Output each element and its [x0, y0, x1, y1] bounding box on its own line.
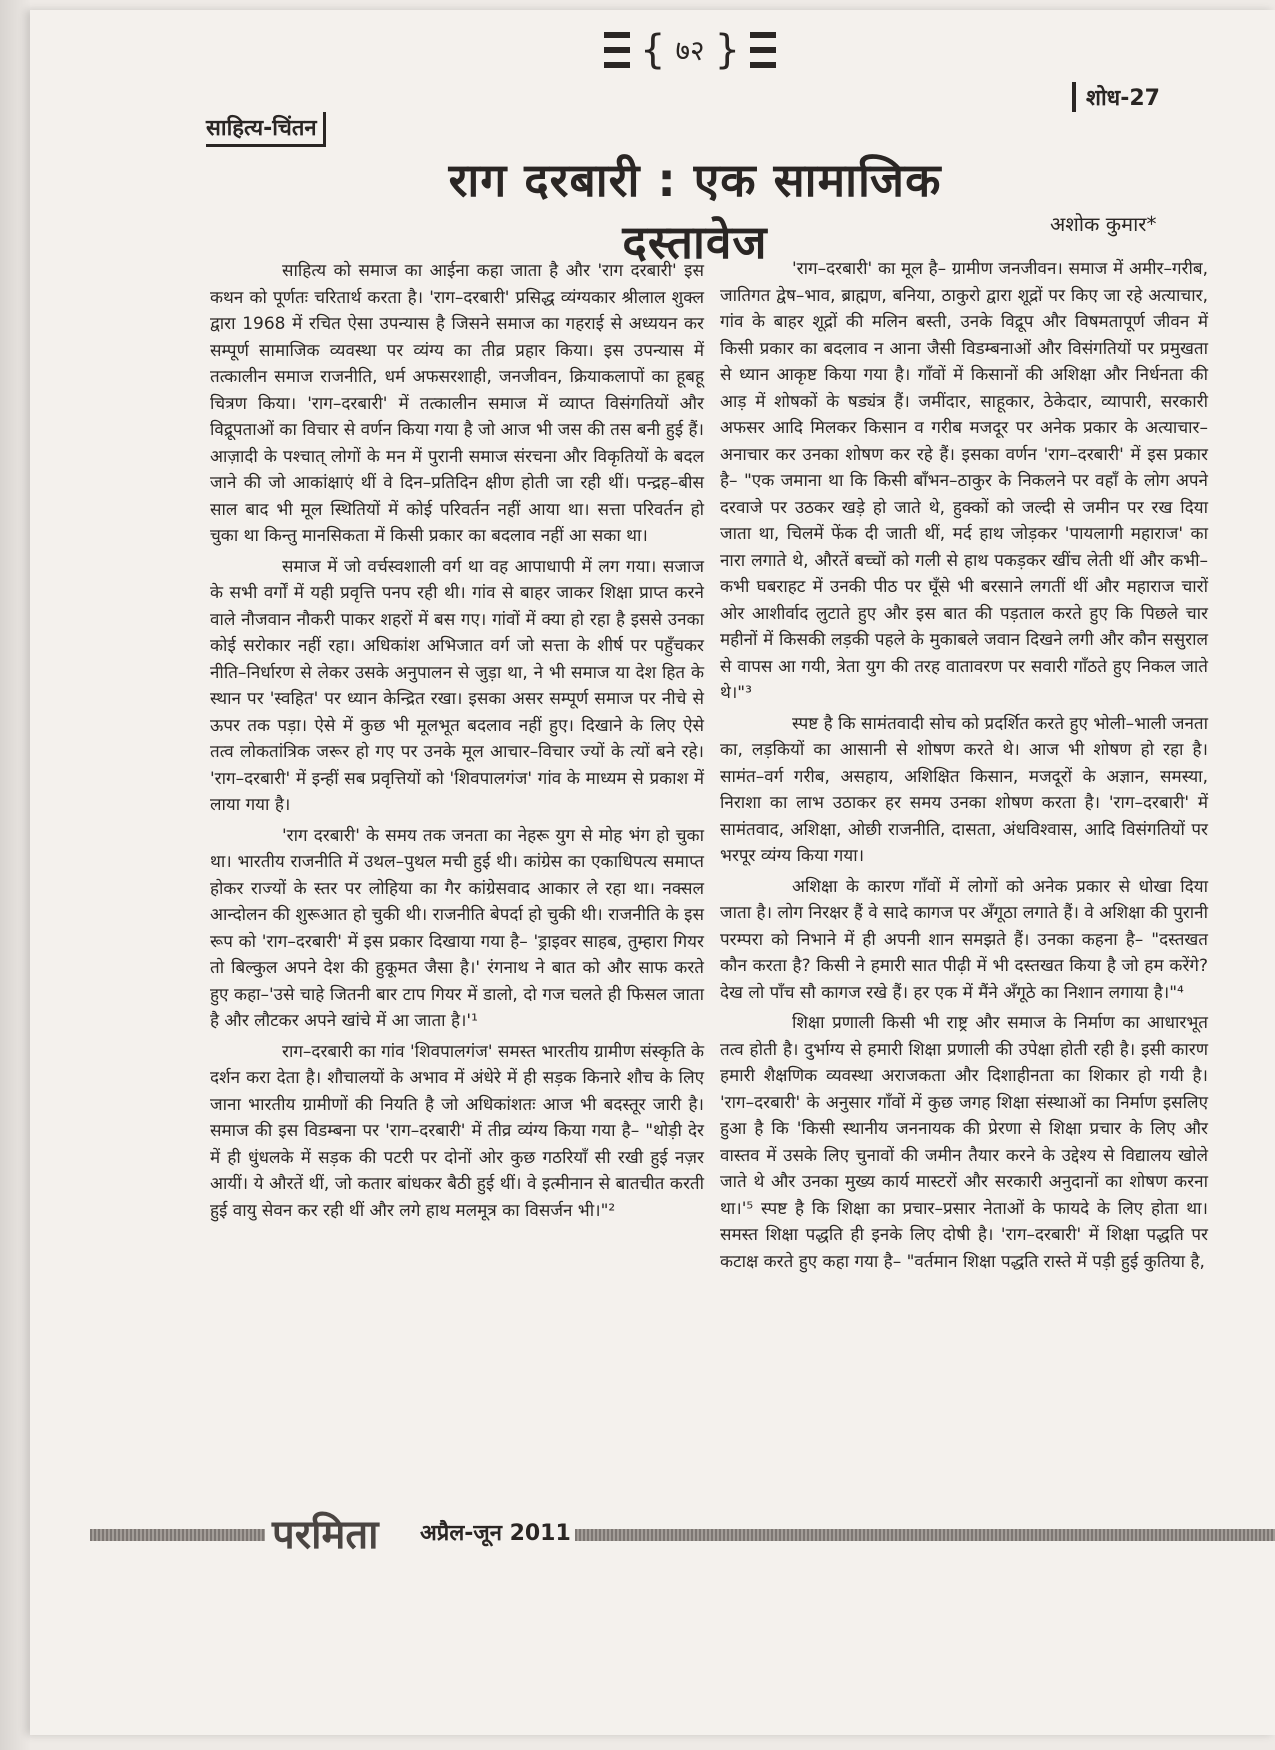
- paragraph: राग–दरबारी का गांव 'शिवपालगंज' समस्त भारतीय ग्रामीण संस्कृति के दर्शन करा देता है। शौचालयों के अभाव में अंधेरे में ही सड़क किनारे शौच के लिए जाना भारतीय ग्रामीणों की नियति है जो अधिकांशतः आज भी बदस्तूर जारी है। समाज की इस विडम्बना पर 'राग–दरबारी' में तीव्र व्यंग्य किया गया है– "थोड़ी देर में ही धुंधलके में सड़क की पटरी पर दोनों ओर कुछ गठरियाँ सी रखी हुई नज़र आयीं। ये औरतें थीं, जो कतार बांधकर बैठी हुई थीं। वे इत्मीनान से बातचीत करती हुई वायु सेवन कर रही थीं और लगे हाथ मलमूत्र का विसर्जन भी।"²: [210, 1041, 704, 1221]
- left-column: [210, 258, 704, 1228]
- magazine-name: परमिता: [272, 1512, 379, 1558]
- page-number-ornament: [610, 20, 770, 80]
- paragraph: समाज में जो वर्चस्वशाली वर्ग था वह आपाधापी में लग गया। सजाज के सभी वर्गों में यही प्रवृत्ति पनप रही थी। गांव से बाहर जाकर शिक्षा प्राप्त करने वाले नौजवान नौकरी पाकर शहरों में बस गए। गांवों में क्या हो रहा है इससे उनका कोई सरोकार नहीं रहा। अधिकांश अभिजात वर्ग जो सत्ता के शीर्ष पर पहुँचकर नीति–निर्धारण से लेकर उसके अनुपालन से जुड़ा था, ने भी समाज या देश हित के स्थान पर 'स्वहित' पर ध्यान केन्द्रित रखा। इसका असर सम्पूर्ण समाज पर नीचे से ऊपर तक पड़ा। ऐसे में कुछ भी मूलभूत बदलाव नहीं हुए। दिखाने के लिए ऐसे तत्व लोकतांत्रिक जरूर हो गए पर उनके मूल आचार–विचार ज्यों के त्यों बने रहे। 'राग–दरबारी' में इन्हीं सब प्रवृत्तियों को 'शिवपालगंज' गांव के माध्यम से प्रकाश में लाया गया है।: [210, 556, 704, 815]
- footer-strip-left: [90, 1529, 265, 1541]
- issue-date: अप्रैल-जून 2011: [420, 1521, 571, 1546]
- paragraph: शिक्षा प्रणाली किसी भी राष्ट्र और समाज के निर्माण का आधारभूत तत्व होती है। दुर्भाग्य से हमारी शिक्षा प्रणाली की उपेक्षा होती रही है। इसी कारण हमारी शैक्षणिक व्यवस्था अराजकता और दिशाहीनता का शिकार हो गयी है। 'राग–दरबारी' के अनुसार गाँवों में कुछ जगह शिक्षा संस्थाओं का निर्माण इसलिए हुआ है कि 'किसी स्थानीय जननायक की प्रेरणा से शिक्षा प्रचार के लिए और वास्तव में उसके लिए चुनावों की जमीन तैयार करने के उद्देश्य से विद्यालय खोले जाते थे और उनका मुख्य कार्य मास्टरों और सरकारी अनुदानों का शोषण करना था।'⁵ स्पष्ट है कि शिक्षा का प्रचार–प्रसार नेताओं के फायदे के लिए होता था। समस्त शिक्षा पद्धति ही इनके लिए दोषी है। 'राग–दरबारी' में शिक्षा पद्धति पर कटाक्ष करते हुए कहा गया है– "वर्तमान शिक्षा पद्धति रास्ते में पड़ी हुई कुतिया है,: [720, 1013, 1208, 1272]
- left-bars-ornament: [604, 32, 630, 68]
- page-footer: [30, 1505, 1275, 1565]
- right-brace-ornament: }: [714, 27, 741, 73]
- article-title: राग दरबारी : एक सामाजिक दस्तावेज: [448, 153, 942, 269]
- section-tag: साहित्य-चिंतन: [206, 112, 326, 147]
- right-column: [720, 256, 1208, 1279]
- paragraph: अशिक्षा के कारण गाँवों में लोगों को अनेक प्रकार से धोखा दिया जाता है। लोग निरक्षर हैं वे सादे कागज पर अँगूठा लगाते हैं। वे अशिक्षा की पुरानी परम्परा को निभाने में ही अपनी शान समझते हैं। उनका कहना है– "दस्तखत कौन करता है? किसी ने हमारी सात पीढ़ी में भी दस्तखत किया है जो हम करेंगे?देख लो पाँच सौ कागज रखे हैं। हर एक में मैंने अँगूठे का निशान लगाया है।"⁴: [720, 876, 1208, 1003]
- paragraph: 'राग–दरबारी' का मूल है– ग्रामीण जनजीवन। समाज में अमीर–गरीब, जातिगत द्वेष–भाव, ब्राह्मण, बनिया, ठाकुरो द्वारा शूद्रों पर किए जा रहे अत्याचार, गांव के बाहर शूद्रों की मलिन बस्ती, उनके विद्रूप और विषमतापूर्ण जीवन में किसी प्रकार का बदलाव न आना जैसी विडम्बनाओं और विसंगतियों पर प्रमुखता से ध्यान आकृष्ट किया गया है। गाँवों में किसानों की अशिक्षा और निर्धनता की आड़ में शोषकों के षड्यंत्र हैं। जमींदार, साहूकार, ठेकेदार, व्यापारी, सरकारी अफसर आदि मिलकर किसान व गरीब मजदूर पर अनेक प्रकार के अत्याचार–अनाचार कर उनका शोषण कर रहे हैं। इसका वर्णन 'राग–दरबारी' में इस प्रकार है– "एक जमाना था कि किसी बाँभन–ठाकुर के निकलने पर वहाँ के लोग अपने दरवाजे पर उठकर खड़े हो जाते थे, हुक्कों को जल्दी से जमीन पर रख दिया जाता था, चिलमें फेंक दी जाती थीं, मर्द हाथ जोड़कर 'पायलागी महाराज' का नारा लगाते थे, औरतें बच्चों को गली से हाथ पकड़कर खींच लेती थीं और कभी–कभी घबराहट में उनकी पीठ पर घूँसे भी बरसाने लगतीं थीं और महाराज चारों ओर आशीर्वाद लुटाते हुए और इस बात की पड़ताल करते हुए कि पिछले चार महीनों में किसकी लड़की पहले के मुकाबले जवान दिखने लगी और कौन ससुराल से वापस आ गयी, त्रेता युग की तरह वातावरण पर सवारी गाँठते हुए निकल जाते थे।"³: [720, 259, 1208, 703]
- page-number: ७२: [675, 34, 705, 67]
- paragraph: स्पष्ट है कि सामंतवादी सोच को प्रदर्शित करते हुए भोली–भाली जनता का, लड़कियों का आसानी से शोषण करते थे। आज भी शोषण हो रहा है। सामंत–वर्ग गरीब, असहाय, अशिक्षित किसान, मजदूरों के अज्ञान, समस्या, निराशा का लाभ उठाकर हर समय उनका शोषण करता है। 'राग–दरबारी' में सामंतवाद, अशिक्षा, ओछी राजनीति, दासता, अंधविश्वास, आदि विसंगतियों पर भरपूर व्यंग्य किया गया।: [720, 713, 1208, 866]
- page-gutter: [0, 0, 30, 1750]
- footer-strip-right: [575, 1529, 1275, 1541]
- paragraph: साहित्य को समाज का आईना कहा जाता है और 'राग दरबारी' इस कथन को पूर्णतः चरितार्थ करता है। 'राग–दरबारी' प्रसिद्ध व्यंग्यकार श्रीलाल शुक्ल द्वारा 1968 में रचित ऐसा उपन्यास है जिसने समाज का गहराई से अध्ययन कर सम्पूर्ण सामाजिक व्यवस्था पर व्यंग्य का तीव्र प्रहार किया। इस उपन्यास में तत्कालीन समाज राजनीति, धर्म अफसरशाही, जनजीवन, क्रियाकलापों का हूबहू चित्रण किया। 'राग–दरबारी' में तत्कालीन समाज में व्याप्त विसंगतियों और विद्रूपताओं का विचार से वर्णन किया गया है जो आज भी जस की तस बनी हुई हैं। आज़ादी के पश्चात् लोगों के मन में पुरानी समाज संरचना और विकृतियों के बदल जाने की जो आकांक्षाएं थीं वे दिन–प्रतिदिन क्षीण होती जा रही थीं। पन्द्रह–बीस साल बाद भी मूल स्थितियों में कोई परिवर्तन नहीं आया था। सत्ता परिवर्तन हो चुका था किन्तु मानसिकता में किसी प्रकार का बदलाव नहीं आ सका था।: [210, 261, 704, 546]
- left-brace-ornament: {: [639, 27, 666, 73]
- paragraph: 'राग दरबारी' के समय तक जनता का नेहरू युग से मोह भंग हो चुका था। भारतीय राजनीति में उथल–पुथल मची हुई थी। कांग्रेस का एकाधिपत्य समाप्त होकर राज्यों के स्तर पर लोहिया का गैर कांग्रेसवाद आकार ले रहा था। नक्सल आन्दोलन की शुरूआत हो चुकी थी। राजनीति बेपर्दा हो चुकी थी। राजनीति के इस रूप को 'राग–दरबारी' में इस प्रकार दिखाया गया है– 'ड्राइवर साहब, तुम्हारा गियर तो बिल्कुल अपने देश की हुकूमत जैसा है।' रंगनाथ ने बात को और साफ करते हुए कहा–'उसे चाहे जितनी बार टाप गियर में डालो, दो गज चलते ही फिसल जाता है और लौटकर अपने खांचे में आ जाता है।'¹: [210, 825, 704, 1031]
- right-bars-ornament: [750, 32, 776, 68]
- series-label: शोध-27: [1072, 82, 1160, 112]
- article-author: अशोक कुमार*: [1050, 212, 1157, 236]
